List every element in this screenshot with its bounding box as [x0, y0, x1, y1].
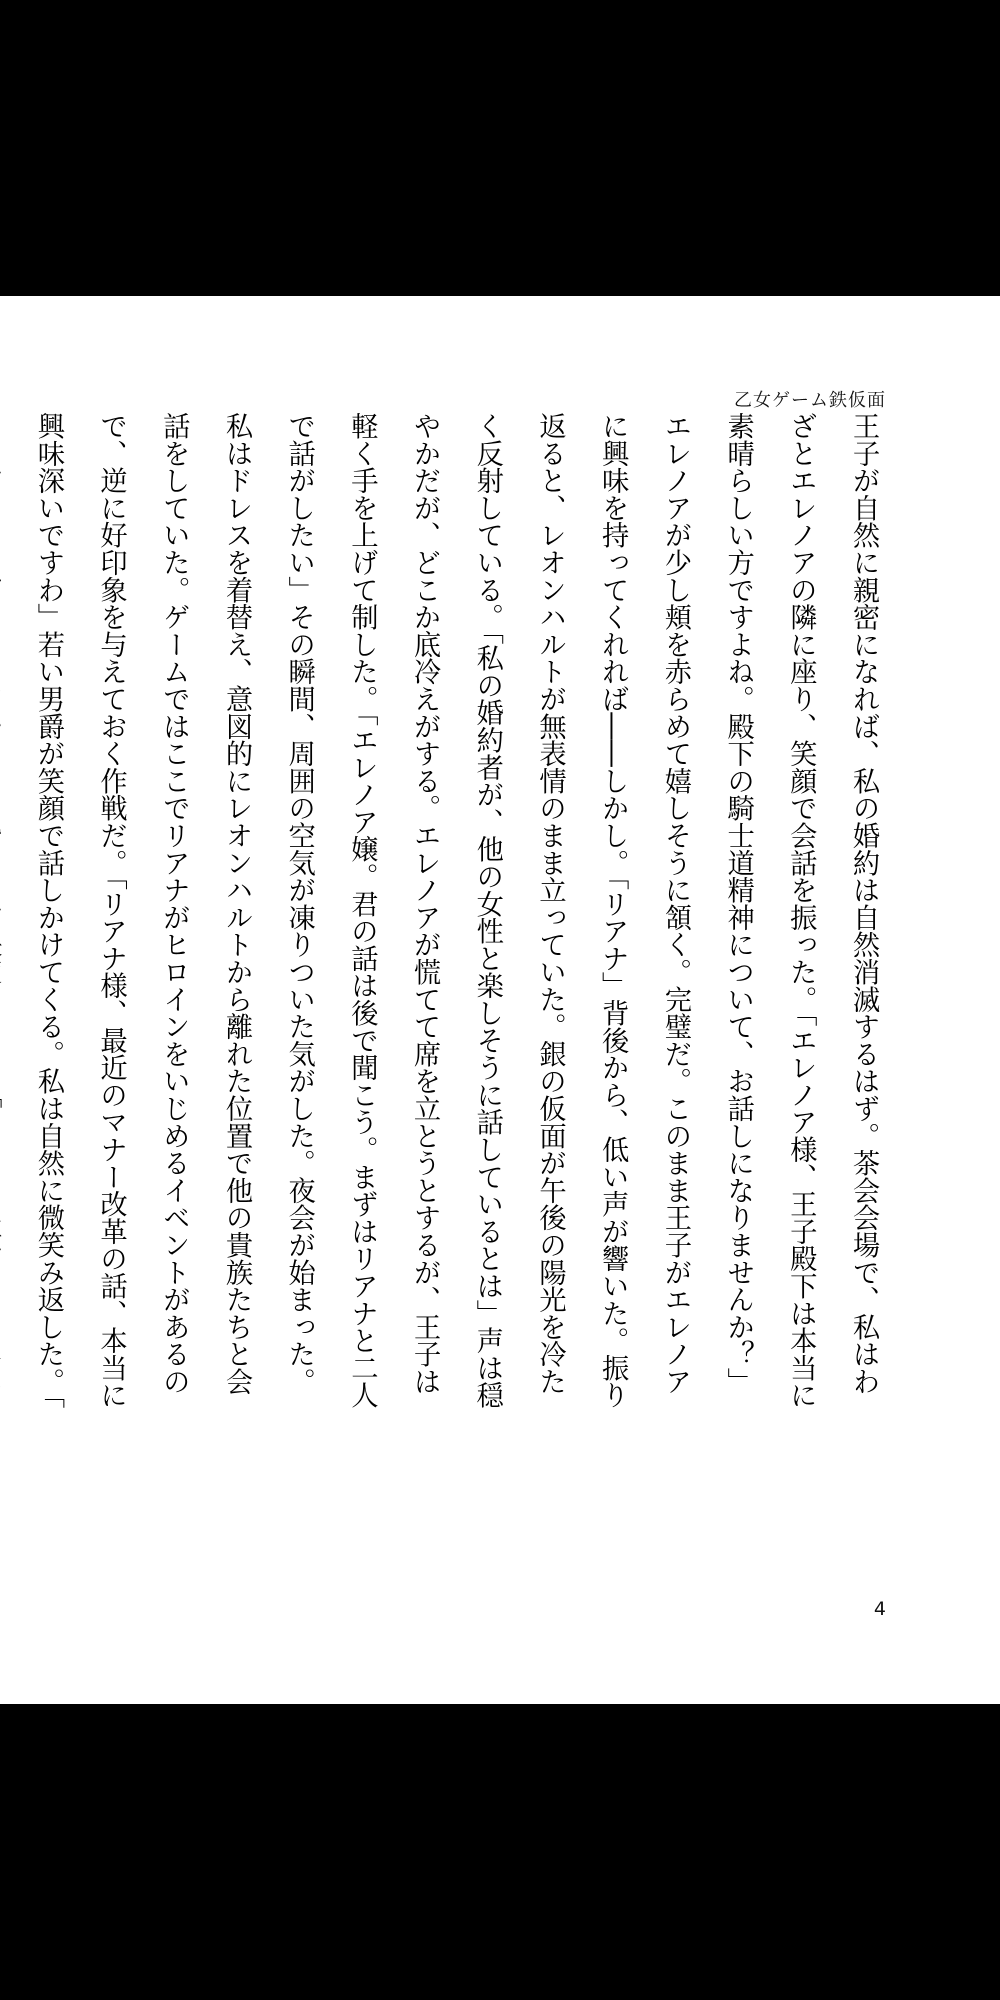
bottom-black-bar: [0, 1704, 1000, 2000]
top-black-bar: [0, 0, 1000, 296]
book-page[interactable]: [0, 296, 1000, 1704]
vertical-body-text: 王子が自然に親密になれば、私の婚約は自然消滅するはず。茶会会場で、私はわざとエレノアの隣に座り、笑顔で会話を振った。「エレノア様、王子殿下は本当に素晴らしい方ですよね。殿下の騎士道精神について、お話しになりませんか？」エレノアが少し頬を赤らめて嬉しそうに頷く。完璧だ。このまま王子がエレノアに興味を持ってくれれば――しかし。「リアナ」背後から、低い声が響いた。振り返ると、レオンハルトが無表情のまま立っていた。銀の仮面が午後の陽光を冷たく反射している。「私の婚約者が、他の女性と楽しそうに話しているとは」声は穏やかだが、どこか底冷えがする。エレノアが慌てて席を立とうとするが、王子は軽く手を上げて制した。「エレノア嬢。君の話は後で聞こう。まずはリアナと二人で話がしたい」その瞬間、周囲の空気が凍りついた気がした。夜会が始まった。私はドレスを着替え、意図的にレオンハルトから離れた位置で他の貴族たちと会話をしていた。ゲームではここでリアナがヒロインをいじめるイベントがあるので、逆に好印象を与えておく作戦だ。「リアナ様、最近のマナー改革の話、本当に興味深いですわ」若い男爵が笑顔で話しかけてくる。私は自然に微笑み返した。「: [32, 412, 879, 1409]
page-number: 4: [873, 1598, 886, 1620]
running-header-title: 乙女ゲーム鉄仮面: [734, 390, 886, 411]
